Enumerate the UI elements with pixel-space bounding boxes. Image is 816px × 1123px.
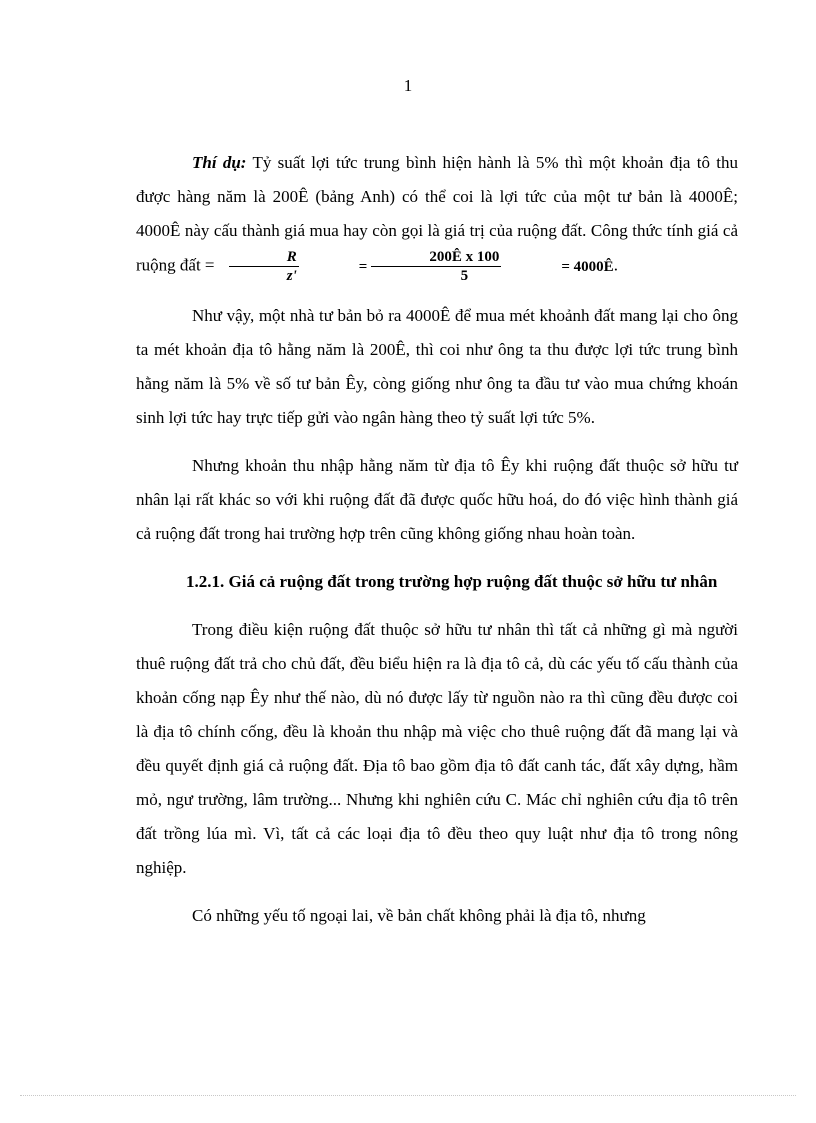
paragraph-example — [136, 146, 738, 285]
formula-period: . — [613, 255, 618, 275]
document-body — [136, 146, 738, 947]
formula-denominator-z: z' — [286, 268, 297, 284]
page-bottom-rule — [20, 1095, 796, 1096]
formula-fraction-rent — [229, 248, 299, 285]
formula-numerator-r: R — [286, 249, 297, 265]
formula-fraction-value — [371, 248, 501, 285]
example-lead: Thí dụ: — [192, 153, 247, 172]
formula-numerator-value: 200Ê x 100 — [429, 249, 500, 265]
section-heading: 1.2.1. Giá cả ruộng đất trong trường hợp ruộng đất thuộc sở hữu tư nhân — [186, 572, 718, 591]
paragraph-4: Trong điều kiện ruộng đất thuộc sở hữu tư nhân thì tất cả những gì mà người thuê ruộng đất trả cho chủ đất, đều biểu hiện ra là địa tô cả, dù các yếu tố cấu thành của khoản cống nạp Êy như thế nào, dù nó được lấy từ nguồn nào ra thì cũng đều được coi là địa tô chính cống, đều là khoản thu nhập mà việc cho thuê ruộng đất đã mang lại và đều quyết định giá cả ruộng đất. Địa tô bao gồm địa tô đất canh tác, đất xây dựng, hầm mỏ, ngư trường, lâm trường... Nhưng khi nghiên cứu C. Mác chỉ nghiên cứu địa tô trên đất trồng lúa mì. Vì, tất cả các loại địa tô đều theo quy luật như địa tô trong nông nghiệp. — [136, 620, 738, 877]
example-text: Tỷ suất lợi tức trung bình hiện hành là 5% thì một khoản địa tô thu được hàng năm là 200Ê (bảng Anh) có thể coi là lợi tức của một tư bản là 4000Ê; 4000Ê này cấu thành giá mua hay còn gọi là giá trị của ruộng đất. Công thức tính giá cả ruộng đất = — [136, 153, 738, 275]
formula-denominator-rate: 5 — [460, 268, 469, 284]
land-price-formula — [225, 248, 614, 285]
formula-equals: = — [358, 258, 368, 275]
page-number: 1 — [403, 76, 413, 95]
paragraph-3: Nhưng khoản thu nhập hằng năm từ địa tô Êy khi ruộng đất thuộc sở hữu tư nhân lại rất khác so với khi ruộng đất đã được quốc hữu hoá, do đó việc hình thành giá cả ruộng đất trong hai trường hợp trên cũng không giống nhau hoàn toàn. — [136, 456, 738, 543]
paragraph-5: Có những yếu tố ngoại lai, về bản chất không phải là địa tô, nhưng — [192, 906, 646, 925]
paragraph-2: Như vậy, một nhà tư bản bỏ ra 4000Ê để mua mét khoảnh đất mang lại cho ông ta mét khoản địa tô hằng năm là 200Ê, thì coi như ông ta thu được lợi tức trung bình hằng năm là 5% về số tư bản Êy, còng giống như ông ta đầu tư vào mua chứng khoán sinh lợi tức hay trực tiếp gửi vào ngân hàng theo tỷ suất lợi tức 5%. — [136, 306, 738, 427]
formula-result: = 4000Ê — [561, 258, 614, 275]
